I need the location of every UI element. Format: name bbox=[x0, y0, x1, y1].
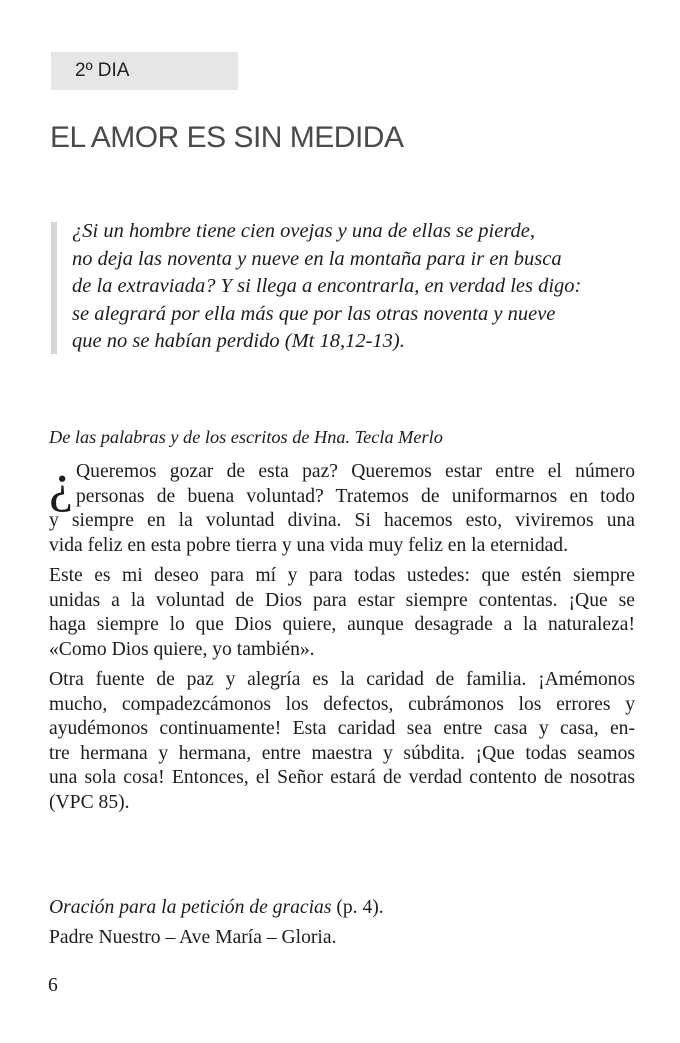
paragraph-line: y siempre en la voluntad divina. Si hacemos esto, viviremos una bbox=[49, 510, 635, 531]
page-title: EL AMOR ES SIN MEDIDA bbox=[50, 121, 404, 154]
day-label: 2º DIA bbox=[75, 60, 130, 81]
paragraph bbox=[49, 564, 635, 662]
quote-line: ¿Si un hombre tiene cien ovejas y una de ellas se pierde, bbox=[72, 220, 536, 242]
prayer-reference bbox=[49, 896, 384, 920]
paragraph-line: vida feliz en esta pobre tierra y una vida muy feliz en la eternidad. bbox=[49, 534, 569, 556]
paragraph-line: Este es mi deseo para mí y para todas ustedes: que estén siempre bbox=[49, 565, 635, 586]
paragraph-line: (VPC 85). bbox=[49, 791, 130, 813]
paragraph-line: unidas a la voluntad de Dios para estar siempre contentas. ¡Que se bbox=[49, 589, 635, 611]
paragraph-line: una sola cosa! Entonces, el Señor estará de verdad contento de nosotras bbox=[49, 767, 635, 788]
prayer-title: Oración para la petición de gracias bbox=[49, 897, 332, 918]
quote-bar bbox=[51, 222, 57, 354]
source-attribution: De las palabras y de los escritos de Hna. Tecla Merlo bbox=[49, 427, 443, 447]
prayer-page-ref: (p. 4). bbox=[331, 897, 384, 918]
paragraph bbox=[49, 460, 635, 558]
page-number: 6 bbox=[48, 975, 58, 996]
scripture-quote bbox=[51, 218, 636, 354]
body-text bbox=[49, 460, 635, 821]
paragraph-line: haga siempre lo que Dios quiere, aunque desagrade a la naturaleza! bbox=[49, 614, 635, 635]
paragraph-line: «Como Dios quiere, yo también». bbox=[49, 638, 315, 660]
paragraph-line: ayudémonos continuamente! Esta caridad sea entre casa y casa, en- bbox=[49, 718, 635, 739]
quote-line: se alegrará por ella más que por las otras noventa y nueve bbox=[72, 302, 556, 325]
paragraph-line: mucho, compadezcámonos los defectos, cubrámonos los errores y bbox=[49, 693, 635, 715]
closing-prayers: Padre Nuestro – Ave María – Gloria. bbox=[49, 927, 337, 948]
day-label-box bbox=[51, 52, 238, 90]
paragraph-line: Otra fuente de paz y alegría es la caridad de familia. ¡Amémonos bbox=[49, 669, 635, 690]
paragraph-line: tre hermana y hermana, entre maestra y súbdita. ¡Que todas seamos bbox=[49, 742, 635, 764]
paragraph-line: Queremos gozar de esta paz? Queremos estar entre el número bbox=[76, 461, 635, 482]
quote-line: de la extraviada? Y si llega a encontrarla, en verdad les digo: bbox=[72, 275, 582, 297]
drop-cap: ¿ bbox=[49, 453, 73, 513]
paragraph bbox=[49, 668, 635, 815]
paragraph-line: personas de buena voluntad? Tratemos de uniformarnos en todo bbox=[76, 485, 635, 507]
quote-line: que no se habían perdido (Mt 18,12-13). bbox=[72, 330, 405, 352]
quote-line: no deja las noventa y nueve en la montaña para ir en busca bbox=[72, 247, 562, 270]
